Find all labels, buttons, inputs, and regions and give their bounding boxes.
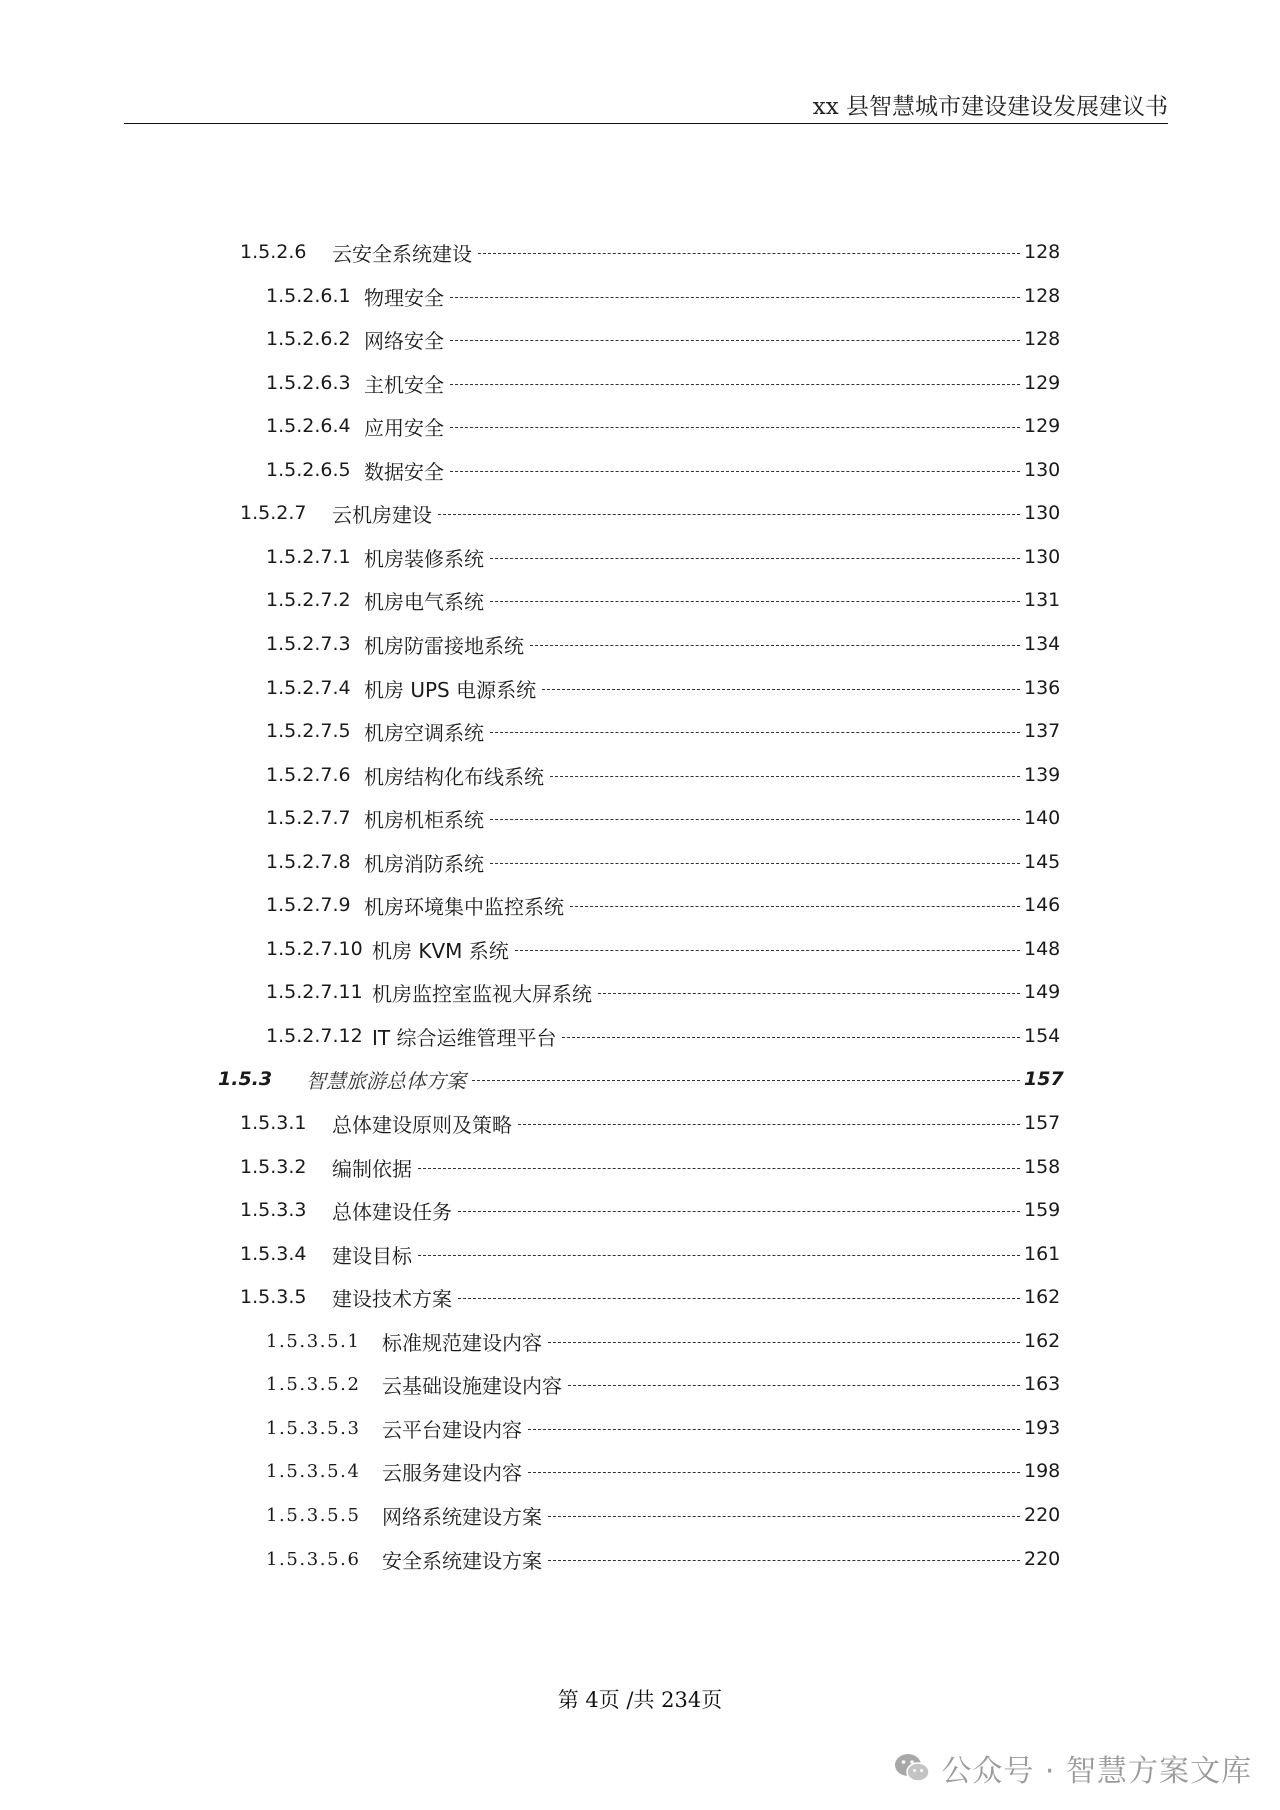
toc-entry-page: 130 [1024,459,1061,481]
toc-entry[interactable] [266,322,1060,356]
toc-dot-leader [450,471,1020,472]
toc-entry-page: 129 [1024,415,1061,437]
toc-entry[interactable] [266,1324,1060,1358]
toc-entry[interactable] [266,279,1060,313]
watermark-text: 公众号 · 智慧方案文库 [941,1754,1252,1789]
toc-entry-number: 1.5.3.5.3 [266,1417,361,1439]
toc-entry-number: 1.5.2.7.11 [266,981,363,1003]
toc-entry-number: 1.5.2.7.9 [266,894,351,916]
toc-entry-title: 云服务建设内容 [382,1460,522,1485]
toc-entry-title: 机房防雷接地系统 [364,633,524,658]
toc-entry-title: 机房监控室监视大屏系统 [372,981,592,1006]
page-number-footer: 第 4页 /共 234页 [557,1688,723,1712]
toc-entry[interactable] [266,1454,1060,1488]
toc-entry[interactable] [266,932,1060,966]
toc-entry-number: 1.5.2.6.4 [266,415,351,437]
toc-entry-title: 云安全系统建设 [332,241,472,266]
toc-dot-leader [598,993,1020,994]
toc-dot-leader [548,1342,1020,1343]
toc-entry-title: IT 综合运维管理平台 [372,1025,557,1050]
toc-entry-title: 云基础设施建设内容 [382,1373,562,1398]
toc-entry[interactable] [266,409,1060,443]
toc-entry-title: 编制依据 [332,1156,412,1181]
toc-entry-number: 1.5.3.5.4 [266,1460,361,1482]
toc-dot-leader [450,427,1020,428]
toc-dot-leader [458,1298,1020,1299]
toc-entry[interactable] [266,975,1060,1009]
toc-entry-number: 1.5.2.7.4 [266,677,351,699]
toc-dot-leader [548,1516,1020,1517]
toc-entry-page: 149 [1024,981,1061,1003]
toc-entry-title: 云机房建设 [332,502,432,527]
toc-entry[interactable] [240,235,1060,269]
toc-entry-page: 129 [1024,372,1061,394]
toc-entry-title: 建设技术方案 [332,1286,452,1311]
toc-entry[interactable] [240,1237,1060,1271]
toc-entry-page: 163 [1024,1373,1061,1395]
toc-entry-page: 158 [1024,1156,1061,1178]
toc-entry-number: 1.5.3.5 [240,1286,307,1308]
toc-entry-number: 1.5.2.6.5 [266,459,351,481]
toc-dot-leader [490,819,1020,820]
toc-entry-title: 总体建设任务 [332,1199,452,1224]
toc-dot-leader [570,906,1020,907]
toc-entry-page: 136 [1024,677,1061,699]
toc-entry[interactable] [266,1411,1060,1445]
toc-entry-page: 146 [1024,894,1061,916]
watermark [893,1746,1252,1790]
toc-entry-title: 机房电气系统 [364,589,484,614]
toc-dot-leader [490,558,1020,559]
toc-entry-page: 148 [1024,938,1061,960]
toc-dot-leader [478,253,1020,254]
toc-entry-title: 标准规范建设内容 [382,1330,542,1355]
toc-entry-number: 1.5.3.4 [240,1243,307,1265]
toc-dot-leader [450,340,1020,341]
toc-entry-page: 130 [1024,546,1061,568]
toc-entry-page: 162 [1024,1330,1061,1352]
toc-entry-title: 智慧旅游总体方案 [306,1068,466,1093]
toc-entry-number: 1.5.2.7.7 [266,807,351,829]
toc-entry-page: 159 [1024,1199,1061,1221]
toc-entry-number: 1.5.2.6 [240,241,307,263]
toc-dot-leader [450,384,1020,385]
toc-entry[interactable] [266,758,1060,792]
toc-dot-leader [530,645,1020,646]
toc-entry-number: 1.5.2.7.8 [266,851,351,873]
toc-entry-title: 总体建设原则及策略 [332,1112,512,1137]
toc-entry-page: 161 [1024,1243,1061,1265]
toc-entry[interactable] [266,671,1060,705]
toc-entry-number: 1.5.2.7.5 [266,720,351,742]
toc-entry-title: 网络安全 [364,328,444,353]
toc-entry-page: 157 [1024,1112,1061,1134]
toc-entry[interactable] [240,496,1060,530]
toc-entry-title: 机房环境集中监控系统 [364,894,564,919]
toc-entry-number: 1.5.2.6.2 [266,328,351,350]
toc-dot-leader [515,950,1020,951]
toc-entry[interactable] [266,627,1060,661]
toc-entry[interactable] [266,1542,1060,1576]
toc-entry-page: 128 [1024,241,1061,263]
toc-entry-page: 220 [1024,1504,1061,1526]
toc-entry[interactable] [266,888,1060,922]
toc-entry-title: 建设目标 [332,1243,412,1268]
toc-entry-title: 数据安全 [364,459,444,484]
toc-entry-title: 物理安全 [364,285,444,310]
toc-entry-title: 机房 KVM 系统 [372,938,509,963]
toc-dot-leader [418,1168,1020,1169]
toc-dot-leader [550,776,1020,777]
toc-entry-page: 134 [1024,633,1061,655]
toc-entry-number: 1.5.3.5.5 [266,1504,361,1526]
toc-dot-leader [542,689,1020,690]
toc-entry[interactable] [266,1498,1060,1532]
toc-entry[interactable] [266,1019,1060,1053]
toc-entry-page: 137 [1024,720,1061,742]
toc-entry[interactable] [266,801,1060,835]
header-divider [124,123,1168,124]
toc-entry[interactable] [240,1106,1060,1140]
toc-entry-number: 1.5.2.7.3 [266,633,351,655]
toc-entry-number: 1.5.2.7.12 [266,1025,363,1047]
toc-entry-number: 1.5.3.5.1 [266,1330,361,1352]
toc-entry-page: 154 [1024,1025,1061,1047]
toc-entry-number: 1.5.2.7.10 [266,938,363,960]
toc-entry-title: 机房结构化布线系统 [364,764,544,789]
toc-dot-leader [548,1560,1020,1561]
toc-entry-number: 1.5.2.6.3 [266,372,351,394]
toc-entry-page: 145 [1024,851,1061,873]
toc-dot-leader [518,1124,1020,1125]
toc-dot-leader [418,1255,1020,1256]
toc-entry-number: 1.5.2.6.1 [266,285,351,307]
toc-entry-title: 网络系统建设方案 [382,1504,542,1529]
toc-entry-title: 机房 UPS 电源系统 [364,677,537,702]
toc-dot-leader [490,601,1020,602]
toc-entry-title: 机房机柜系统 [364,807,484,832]
toc-entry[interactable] [266,453,1060,487]
toc-dot-leader [490,863,1020,864]
toc-entry[interactable] [266,714,1060,748]
toc-entry-page: 198 [1024,1460,1061,1482]
toc-entry-number: 1.5.2.7 [240,502,307,524]
toc-dot-leader [490,732,1020,733]
toc-entry-number: 1.5.3.1 [240,1112,307,1134]
toc-entry-page: 162 [1024,1286,1061,1308]
toc-entry-number: 1.5.3.2 [240,1156,307,1178]
toc-entry-page: 130 [1024,502,1061,524]
toc-entry-page: 139 [1024,764,1061,786]
toc-dot-leader [528,1472,1020,1473]
toc-entry-title: 主机安全 [364,372,444,397]
toc-entry-page: 157 [1024,1068,1064,1090]
toc-entry[interactable] [266,366,1060,400]
toc-entry-page: 220 [1024,1548,1061,1570]
toc-entry-page: 128 [1024,285,1061,307]
toc-entry-title: 应用安全 [364,415,444,440]
toc-dot-leader [568,1385,1020,1386]
toc-dot-leader [458,1211,1020,1212]
toc-entry[interactable] [240,1193,1060,1227]
toc-entry-number: 1.5.3 [218,1068,273,1090]
toc-entry[interactable] [266,583,1060,617]
toc-dot-leader [472,1080,1020,1081]
toc-dot-leader [450,297,1020,298]
toc-entry-page: 140 [1024,807,1061,829]
wechat-icon [893,1751,931,1785]
toc-entry[interactable] [218,1062,1064,1096]
toc-entry[interactable] [266,1367,1060,1401]
toc-dot-leader [438,514,1020,515]
toc-entry-page: 128 [1024,328,1061,350]
toc-entry-page: 193 [1024,1417,1061,1439]
toc-entry[interactable] [266,540,1060,574]
toc-entry-number: 1.5.2.7.2 [266,589,351,611]
toc-entry[interactable] [240,1150,1060,1184]
toc-entry-title: 机房空调系统 [364,720,484,745]
toc-entry[interactable] [266,845,1060,879]
toc-entry-number: 1.5.2.7.6 [266,764,351,786]
toc-entry-title: 机房消防系统 [364,851,484,876]
toc-entry[interactable] [240,1280,1060,1314]
toc-entry-number: 1.5.2.7.1 [266,546,351,568]
toc-entry-title: 安全系统建设方案 [382,1548,542,1573]
toc-dot-leader [528,1429,1020,1430]
toc-entry-title: 云平台建设内容 [382,1417,522,1442]
toc-entry-number: 1.5.3.5.2 [266,1373,361,1395]
toc-entry-number: 1.5.3.3 [240,1199,307,1221]
toc-dot-leader [562,1037,1020,1038]
toc-entry-title: 机房装修系统 [364,546,484,571]
toc-entry-page: 131 [1024,589,1061,611]
document-header-title: xx 县智慧城市建设建设发展建议书 [812,94,1168,120]
toc-entry-number: 1.5.3.5.6 [266,1548,361,1570]
